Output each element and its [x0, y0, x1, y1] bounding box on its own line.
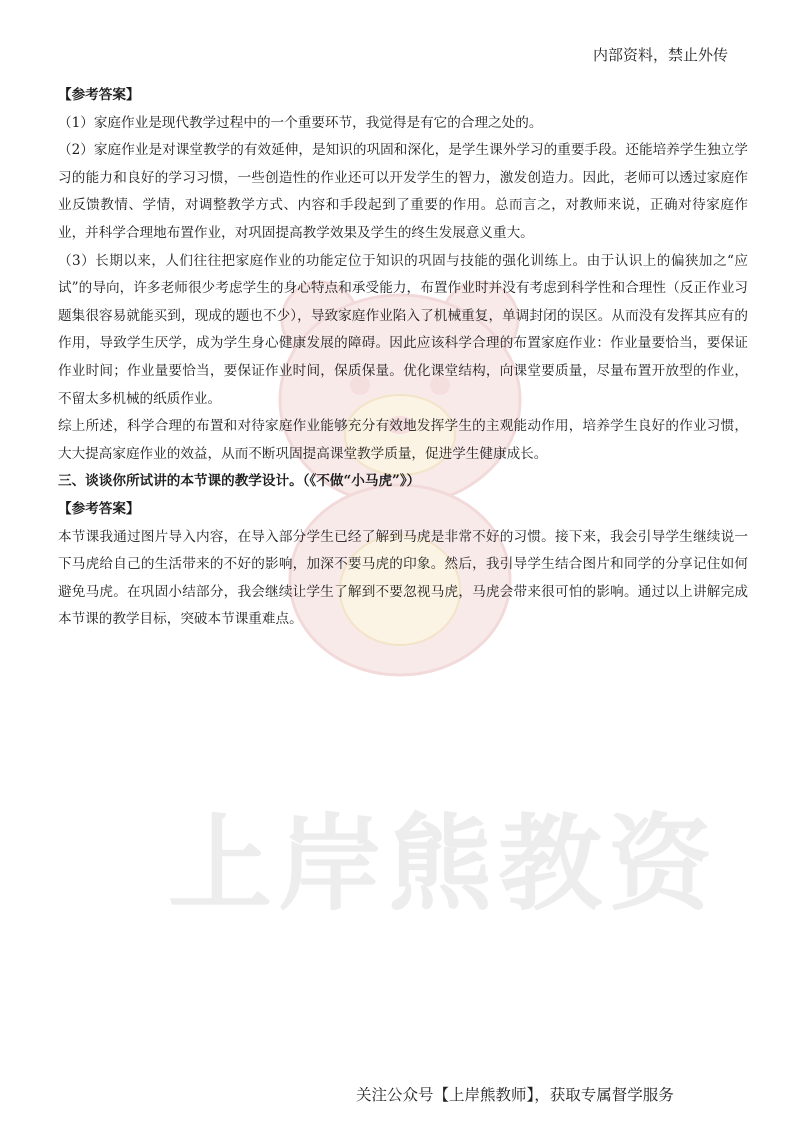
footer-promo: 关注公众号【上岸熊教师】，获取专属督学服务	[356, 1086, 674, 1104]
paragraph-3: （3）长期以来，人们往往把家庭作业的功能定位于知识的巩固与技能的强化训练上。由于认识上的偏狭加之“应试”的导向，许多老师很少考虑学生的身心特点和承受能力，布置作业时并没有考虑到科学性和合理性（反正作业习题集很容易就能买到，现成的题也不少），导致家庭作业陷入了机械重复，单调封闭的误区。从而没有发挥其应有的作用，导致学生厌学，成为学生身心健康发展的障碍。因此应该科学合理的布置家庭作业：作业量要恰当，要保证作业时间；作业量要恰当，要保证作业时间，保质保量。优化课堂结构，向课堂要质量，尽量布置开放型的作业，不留太多机械的纸质作业。	[58, 252, 748, 407]
top-title-fragment	[240, 0, 560, 22]
watermark-brand-text: 上岸熊教资	[168, 803, 719, 925]
paragraph-1: （1）家庭作业是现代教学过程中的一个重要环节，我觉得是有它的合理之处的。	[58, 114, 543, 131]
paragraph-4-summary: 综上所述，科学合理的布置和对待家庭作业能够充分有效地发挥学生的主观能动作用，培养学生良好的作业习惯，大大提高家庭作业的效益，从而不断巩固提高课堂教学质量，促进学生健康成长。	[58, 418, 748, 462]
paragraph-2: （2）家庭作业是对课堂教学的有效延伸，是知识的巩固和深化，是学生课外学习的重要手段。还能培养学生独立学习的能力和良好的学习习惯，一些创造性的作业还可以开发学生的智力，激发创造力。因此，老师可以透过家庭作业反馈教情、学情，对调整教学方式、内容和手段起到了重要的作用。总而言之，对教师来说，正确对待家庭作业，并科学合理地布置作业，对巩固提高教学效果及学生的终生发展意义重大。	[58, 142, 748, 241]
answer-heading: 【参考答案】	[58, 87, 140, 103]
paragraph-5: 本节课我通过图片导入内容，在导入部分学生已经了解到马虎是非常不好的习惯。接下来，我会引导学生继续说一下马虎给自己的生活带来的不好的影响，加深不要马虎的印象。然后，我引导学生结合图片和同学的分享记住如何避免马虎。在巩固小结部分，我会继续让学生了解到不要忽视马虎，马虎会带来很可怕的影响。通过以上讲解完成本节课的教学目标，突破本节课重难点。	[58, 528, 748, 628]
answer-heading-2: 【参考答案】	[58, 500, 140, 517]
document-body	[58, 82, 748, 634]
header-note: 内部资料，禁止外传	[592, 46, 728, 64]
question-3-heading: 三、谈谈你所试讲的本节课的教学设计。（《不做“小马虎”》）	[58, 473, 421, 490]
